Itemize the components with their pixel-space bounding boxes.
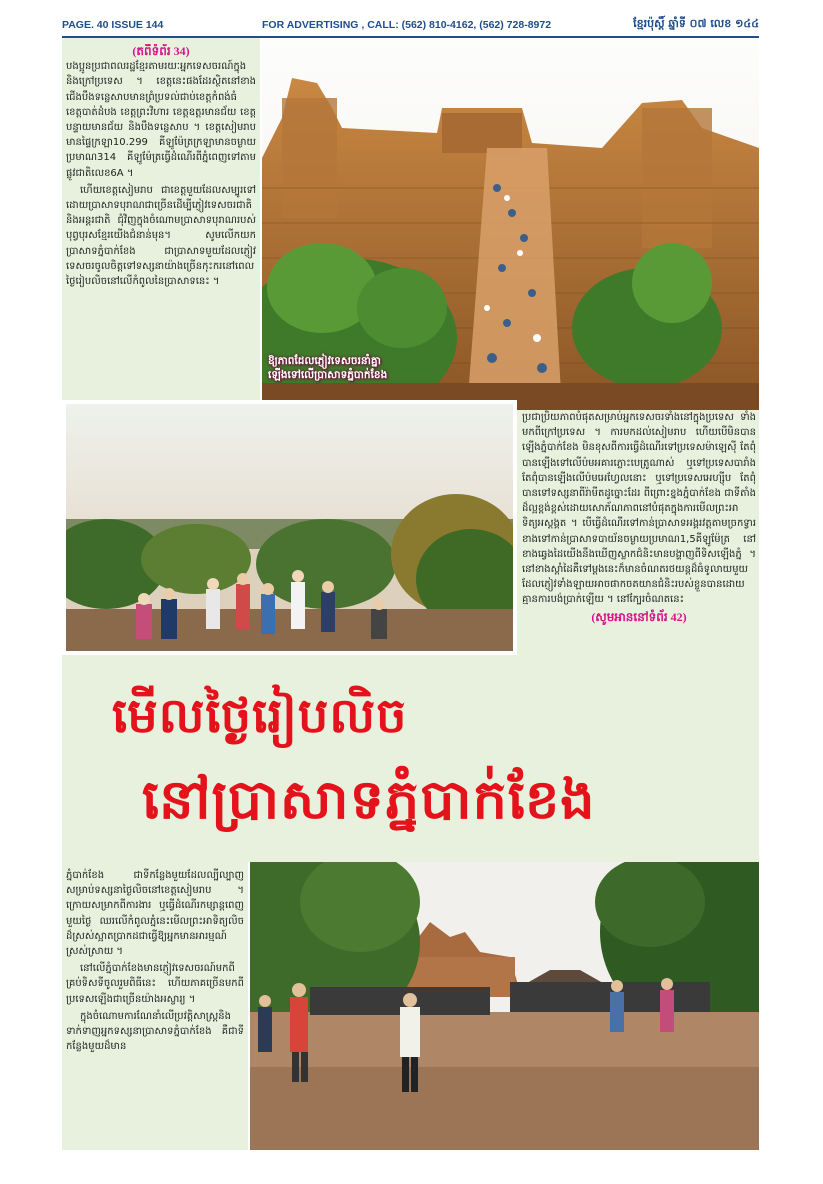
crowd-illustration bbox=[250, 862, 759, 1150]
paragraph: ភ្នំបាក់ខែង ជាទីកន្លែងមួយដែលល្បីល្បាញសម្រាប់ទស្សនាថ្ងៃលិចនៅខេត្តសៀមរាប ។ ក្រោយសម្រាកពីការងារ ឬធ្វើដំណើរកម្សាន្តពេញមួយថ្ងៃ ឈរលើកំពូលភ្នំនេះមើលព្រះអាទិត្យលិចដ៏ស្រស់ស្អាតប្រាកដជាធ្វើឱ្យអ្នកមានអារម្មណ៍ស្រស់ស្រាយ ។ bbox=[66, 870, 244, 958]
article-column-2 bbox=[522, 410, 756, 750]
headline-line-1: មើលថ្ងៃរៀបលិច bbox=[112, 688, 408, 744]
article-column-1 bbox=[66, 44, 256, 394]
caption-line: ឱ្យភាពដែលភ្ញៀវទេសចរនាំគ្នា bbox=[268, 355, 381, 367]
paragraph: ប្រជាប្រិយភាពបំផុតសម្រាប់អ្នកទេសចរទាំងនៅក្នុងប្រទេស ទាំងមកពីក្រៅប្រទេស ។ ការមកដល់សៀមរាប ហើយបើមិនបានឡើងភ្នំបាក់ខែង មិនខុសពីការធ្វើដំណើរទៅប្រទេសម៉ាឡេស៊ី តែពុំបានឡើងទៅលើប៉មអគារភ្លោះបេត្រូណាស់ ឬទៅប្រទេសបារាំង តែពុំបានឡើងលើប៉មអេហ្វែលនោះ ឬទៅប្រទេសអេហ្ស៊ីប តែពុំបានទៅទស្សនាពីរ៉ាមីតដូច្នោះដែរ ពីព្រោះខ្នងភ្នំបាក់ខែង ជាទីតាំងដ៏ល្អខ្ពង់ខ្ពស់ដោយសោភ័ណភាពនៅបំផុតក្នុងការមើលព្រះអាទិត្យអស្តង្គត ។ បើធ្វើដំណើរទៅកាន់ប្រាសាទអង្គរវត្តតាមច្រកទ្វារខាងទៅកាន់ប្រាសាទបាយ័នចម្ងាយប្រមាណ1,5គីឡូម៉ែត្រ នៅខាងឆ្វេងដៃយើងនឹងឃើញស្លាកជំនិះមានបង្ហាញពីទិសឡើងភ្នំ ។ នៅខាងស្តាំដៃគឺទៅម្តងនេះក៏មានចំណតរថយន្តដ៏ធំទូលាយមួយដែលភ្ញៀវទាំងឡាយអាចផាកចតយានជំនិះរបស់ខ្លួនបានដោយគ្មានការបង់ប្រាក់ឡើយ ។ នៅក្បែរចំណតនេះ bbox=[522, 412, 756, 606]
paragraph: ហើយខេត្តសៀមរាប ជាខេត្តមួយដែលសម្បូរទៅដោយប្រាសាទបុរាណជាច្រើនដើម្បីភ្ញៀវទេសចរជាតិ និងអន្តរជាតិ ជុំវិញក្នុងចំណោមប្រាសាទបុរាណរបស់បុព្វបុរសខ្មែរយើងជំនាន់មុន។ សូមលើកយកប្រាសាទភ្នំបាក់ខែង ជាប្រាសាទមួយដែលភ្ញៀវទេសចរចូលចិត្តទៅទស្សនាយ៉ាងច្រើនកុះករនៅពេលថ្ងៃរៀបលិចនៅលើកំពូលនៃប្រាសាទនេះ ។ bbox=[66, 184, 256, 288]
advertising-contact: FOR ADVERTISING , CALL: (562) 810-4162, (562) 728-8972 bbox=[262, 19, 552, 31]
temple-photo bbox=[262, 38, 759, 410]
article-column-3 bbox=[66, 868, 244, 1144]
sunset-viewers-photo bbox=[62, 400, 517, 655]
masthead: ខ្មែរប៉ុស្តិ៍ ឆ្នាំទី ០៧ លេខ ១៤៤ bbox=[633, 17, 759, 30]
headline-line-2: នៅប្រាសាទភ្នំបាក់ខែង bbox=[142, 768, 596, 831]
paragraph: នៅលើភ្នំបាក់ខែងមានភ្ញៀវទេសចរណ៍មកពីគ្រប់ទិសទីចូលរួមពិធីនេះ ហើយភាគច្រើនមកពីប្រទេសឡើងជាច្រើនយ៉ាងអស្ចារ្យ ។ bbox=[66, 963, 244, 1005]
continued-to-label: (សូមអាននៅទំព័រ 42) bbox=[591, 609, 687, 624]
continued-from-label: (តពីទំព័រ 34) bbox=[132, 44, 190, 58]
paragraph: ក្នុងចំណោមការណែនាំលើប្រវត្តិសាស្ត្រនិងទាក់ទាញអ្នកទស្សនាប្រាសាទភ្នំបាក់ខែង គឺជាទីកន្លែងមួយដ៏មាន bbox=[66, 1010, 244, 1053]
crowd-photo bbox=[250, 862, 759, 1150]
temple-photo-caption bbox=[268, 354, 387, 382]
page-issue: PAGE. 40 ISSUE 144 bbox=[62, 19, 164, 31]
sunset-illustration bbox=[66, 404, 513, 651]
page-header bbox=[62, 16, 759, 38]
caption-line: ឡើងទៅលើប្រាសាទភ្នំបាក់ខែង bbox=[268, 369, 388, 381]
paragraph: បងប្អូនប្រជាពលរដ្ឋខ្មែរតាមរយៈអ្នកទេសចរណ៍ក្នុង និងក្រៅប្រទេស ។ ខេត្តនេះផងដែរស្ថិតនៅខាងជើងបឹងទន្លេសាបមានព្រំប្រទល់ជាប់ខេត្តកំពង់ធំ ខេត្តបាត់ដំបង ខេត្តព្រះវិហារ ខេត្តឧត្តរមានជ័យ ខេត្តបន្ទាយមានជ័យ និងបឹងទន្លេសាប ។ ខេត្តសៀមរាបមានផ្ទៃក្រឡា10.299 គីឡូម៉ែត្រក្រឡាមានចម្ងាយប្រមាណ314 គីឡូម៉ែត្រធ្វើដំណើរពីភ្នំពេញទៅតាមផ្លូវជាតិលេខ6A ។ bbox=[66, 61, 256, 179]
